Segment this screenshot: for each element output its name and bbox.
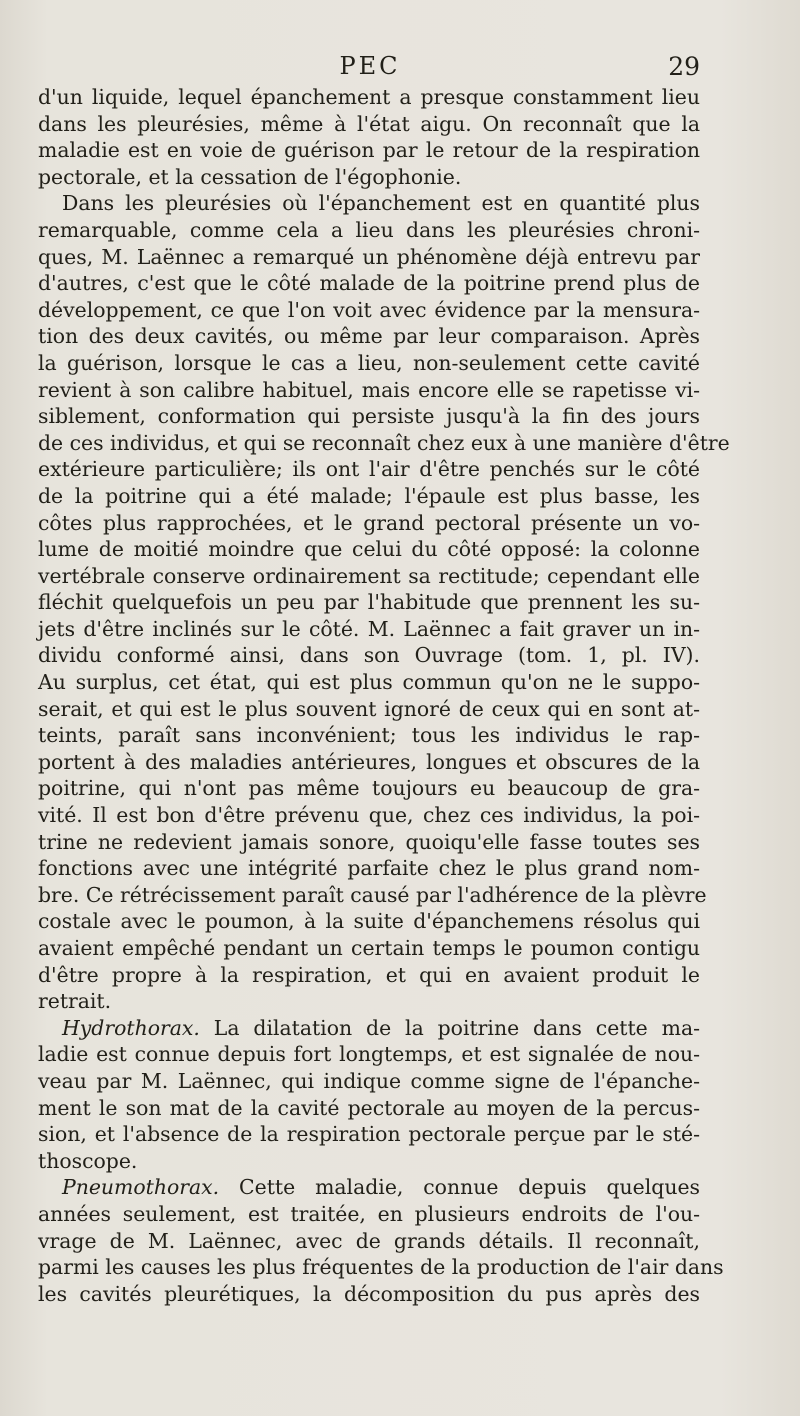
term-pneumothorax: Pneumothorax. xyxy=(62,1175,220,1200)
text-line: dans les pleurésies, même à l'état aigu. On reconnaît que la xyxy=(38,111,700,136)
text-line: costale avec le poumon, à la suite d'épanchemens résolus qui xyxy=(38,909,700,934)
text-line: développement, ce que l'on voit avec évidence par la mensura- xyxy=(38,297,700,322)
text-line: maladie est en voie de guérison par le retour de la respiration xyxy=(38,138,700,163)
text-line: d'autres, c'est que le côté malade de la poitrine prend plus de xyxy=(38,271,700,296)
text-line xyxy=(38,1174,700,1201)
text-line: Au surplus, cet état, qui est plus commun qu'on ne le suppo- xyxy=(38,670,700,695)
text-line: ment le son mat de la cavité pectorale au moyen de la percus- xyxy=(38,1095,700,1120)
paragraph-pneumothorax xyxy=(38,1174,724,1307)
text-line: fonctions avec une intégrité parfaite chez le plus grand nom- xyxy=(38,856,700,881)
text-line xyxy=(38,1015,700,1042)
text-line: côtes plus rapprochées, et le grand pectoral présente un vo- xyxy=(38,510,700,535)
text-line: de la poitrine qui a été malade; l'épaule est plus basse, les xyxy=(38,483,700,508)
body-text xyxy=(38,84,730,1307)
text-line: jets d'être inclinés sur le côté. M. Laënnec a fait graver un in- xyxy=(38,616,700,641)
page-number: 29 xyxy=(668,52,700,81)
text-line: vrage de M. Laënnec, avec de grands détails. Il reconnaît, xyxy=(38,1228,700,1253)
paragraph-hydrothorax xyxy=(38,1015,700,1175)
paragraph-2 xyxy=(38,190,730,1014)
text-line: teints, paraît sans inconvénient; tous les individus le rap- xyxy=(38,723,700,748)
text-line: ques, M. Laënnec a remarqué un phénomène déjà entrevu par xyxy=(38,244,700,269)
paragraph-1 xyxy=(38,84,700,190)
text-line: fléchit quelquefois un peu par l'habitude que prennent les su- xyxy=(38,590,700,615)
text-line: ladie est connue depuis fort longtemps, et est signalée de nou- xyxy=(38,1042,700,1067)
text-line: les cavités pleurétiques, la décomposition du pus après des xyxy=(38,1281,700,1306)
text-line: trine ne redevient jamais sonore, quoiqu'elle fasse toutes ses xyxy=(38,829,700,854)
text-line: pectorale, et la cessation de l'égophonie. xyxy=(38,164,462,189)
line-rest: La dilatation de la poitrine dans cette ma- xyxy=(199,1015,700,1040)
text-line: la guérison, lorsque le cas a lieu, non-seulement cette cavité xyxy=(38,350,700,375)
text-line: années seulement, est traitée, en plusieurs endroits de l'ou- xyxy=(38,1201,700,1226)
text-line: dividu conformé ainsi, dans son Ouvrage (tom. 1, pl. IV). xyxy=(38,643,700,668)
text-line: de ces individus, et qui se reconnaît chez eux à une manière d'être xyxy=(38,430,730,455)
text-line: parmi les causes les plus fréquentes de la production de l'air dans xyxy=(38,1255,724,1280)
text-line: d'un liquide, lequel épanchement a presque constamment lieu xyxy=(38,85,700,109)
running-head: PEC xyxy=(339,52,401,80)
text-line: bre. Ce rétrécissement paraît causé par l'adhérence de la plèvre xyxy=(38,882,707,907)
text-line: avaient empêché pendant un certain temps le poumon contigu xyxy=(38,936,700,960)
text-line: vertébrale conserve ordinairement sa rectitude; cependant elle xyxy=(38,563,700,588)
text-line: sion, et l'absence de la respiration pectorale perçue par le sté- xyxy=(38,1122,700,1147)
text-line: vité. Il est bon d'être prévenu que, chez ces individus, la poi- xyxy=(38,803,700,828)
text-line: veau par M. Laënnec, qui indique comme signe de l'épanche- xyxy=(38,1068,700,1093)
text-line: serait, et qui est le plus souvent ignoré de ceux qui en sont at- xyxy=(38,696,700,721)
text-line: tion des deux cavités, ou même par leur comparaison. Après xyxy=(38,324,700,349)
page-header xyxy=(40,52,700,86)
text-line: extérieure particulière; ils ont l'air d'être penchés sur le côté xyxy=(38,457,700,482)
text-line: portent à des maladies antérieures, longues et obscures de la xyxy=(38,749,700,774)
text-line: d'être propre à la respiration, et qui en avaient produit le xyxy=(38,962,700,987)
text-line: thoscope. xyxy=(38,1148,138,1173)
text-line: remarquable, comme cela a lieu dans les pleurésies chroni- xyxy=(38,217,700,242)
text-line: revient à son calibre habituel, mais encore elle se rapetisse vi- xyxy=(38,377,700,402)
term-hydrothorax: Hydrothorax. xyxy=(62,1015,200,1040)
line-rest: Cette maladie, connue depuis quelques xyxy=(219,1175,700,1200)
text-line: lume de moitié moindre que celui du côté opposé: la colonne xyxy=(38,537,700,562)
text-line: retrait. xyxy=(38,989,112,1014)
text-line: Dans les pleurésies où l'épanchement est en quantité plus xyxy=(62,191,700,216)
text-line: siblement, conformation qui persiste jusqu'à la fin des jours xyxy=(38,404,700,429)
text-line: poitrine, qui n'ont pas même toujours eu beaucoup de gra- xyxy=(38,776,700,801)
